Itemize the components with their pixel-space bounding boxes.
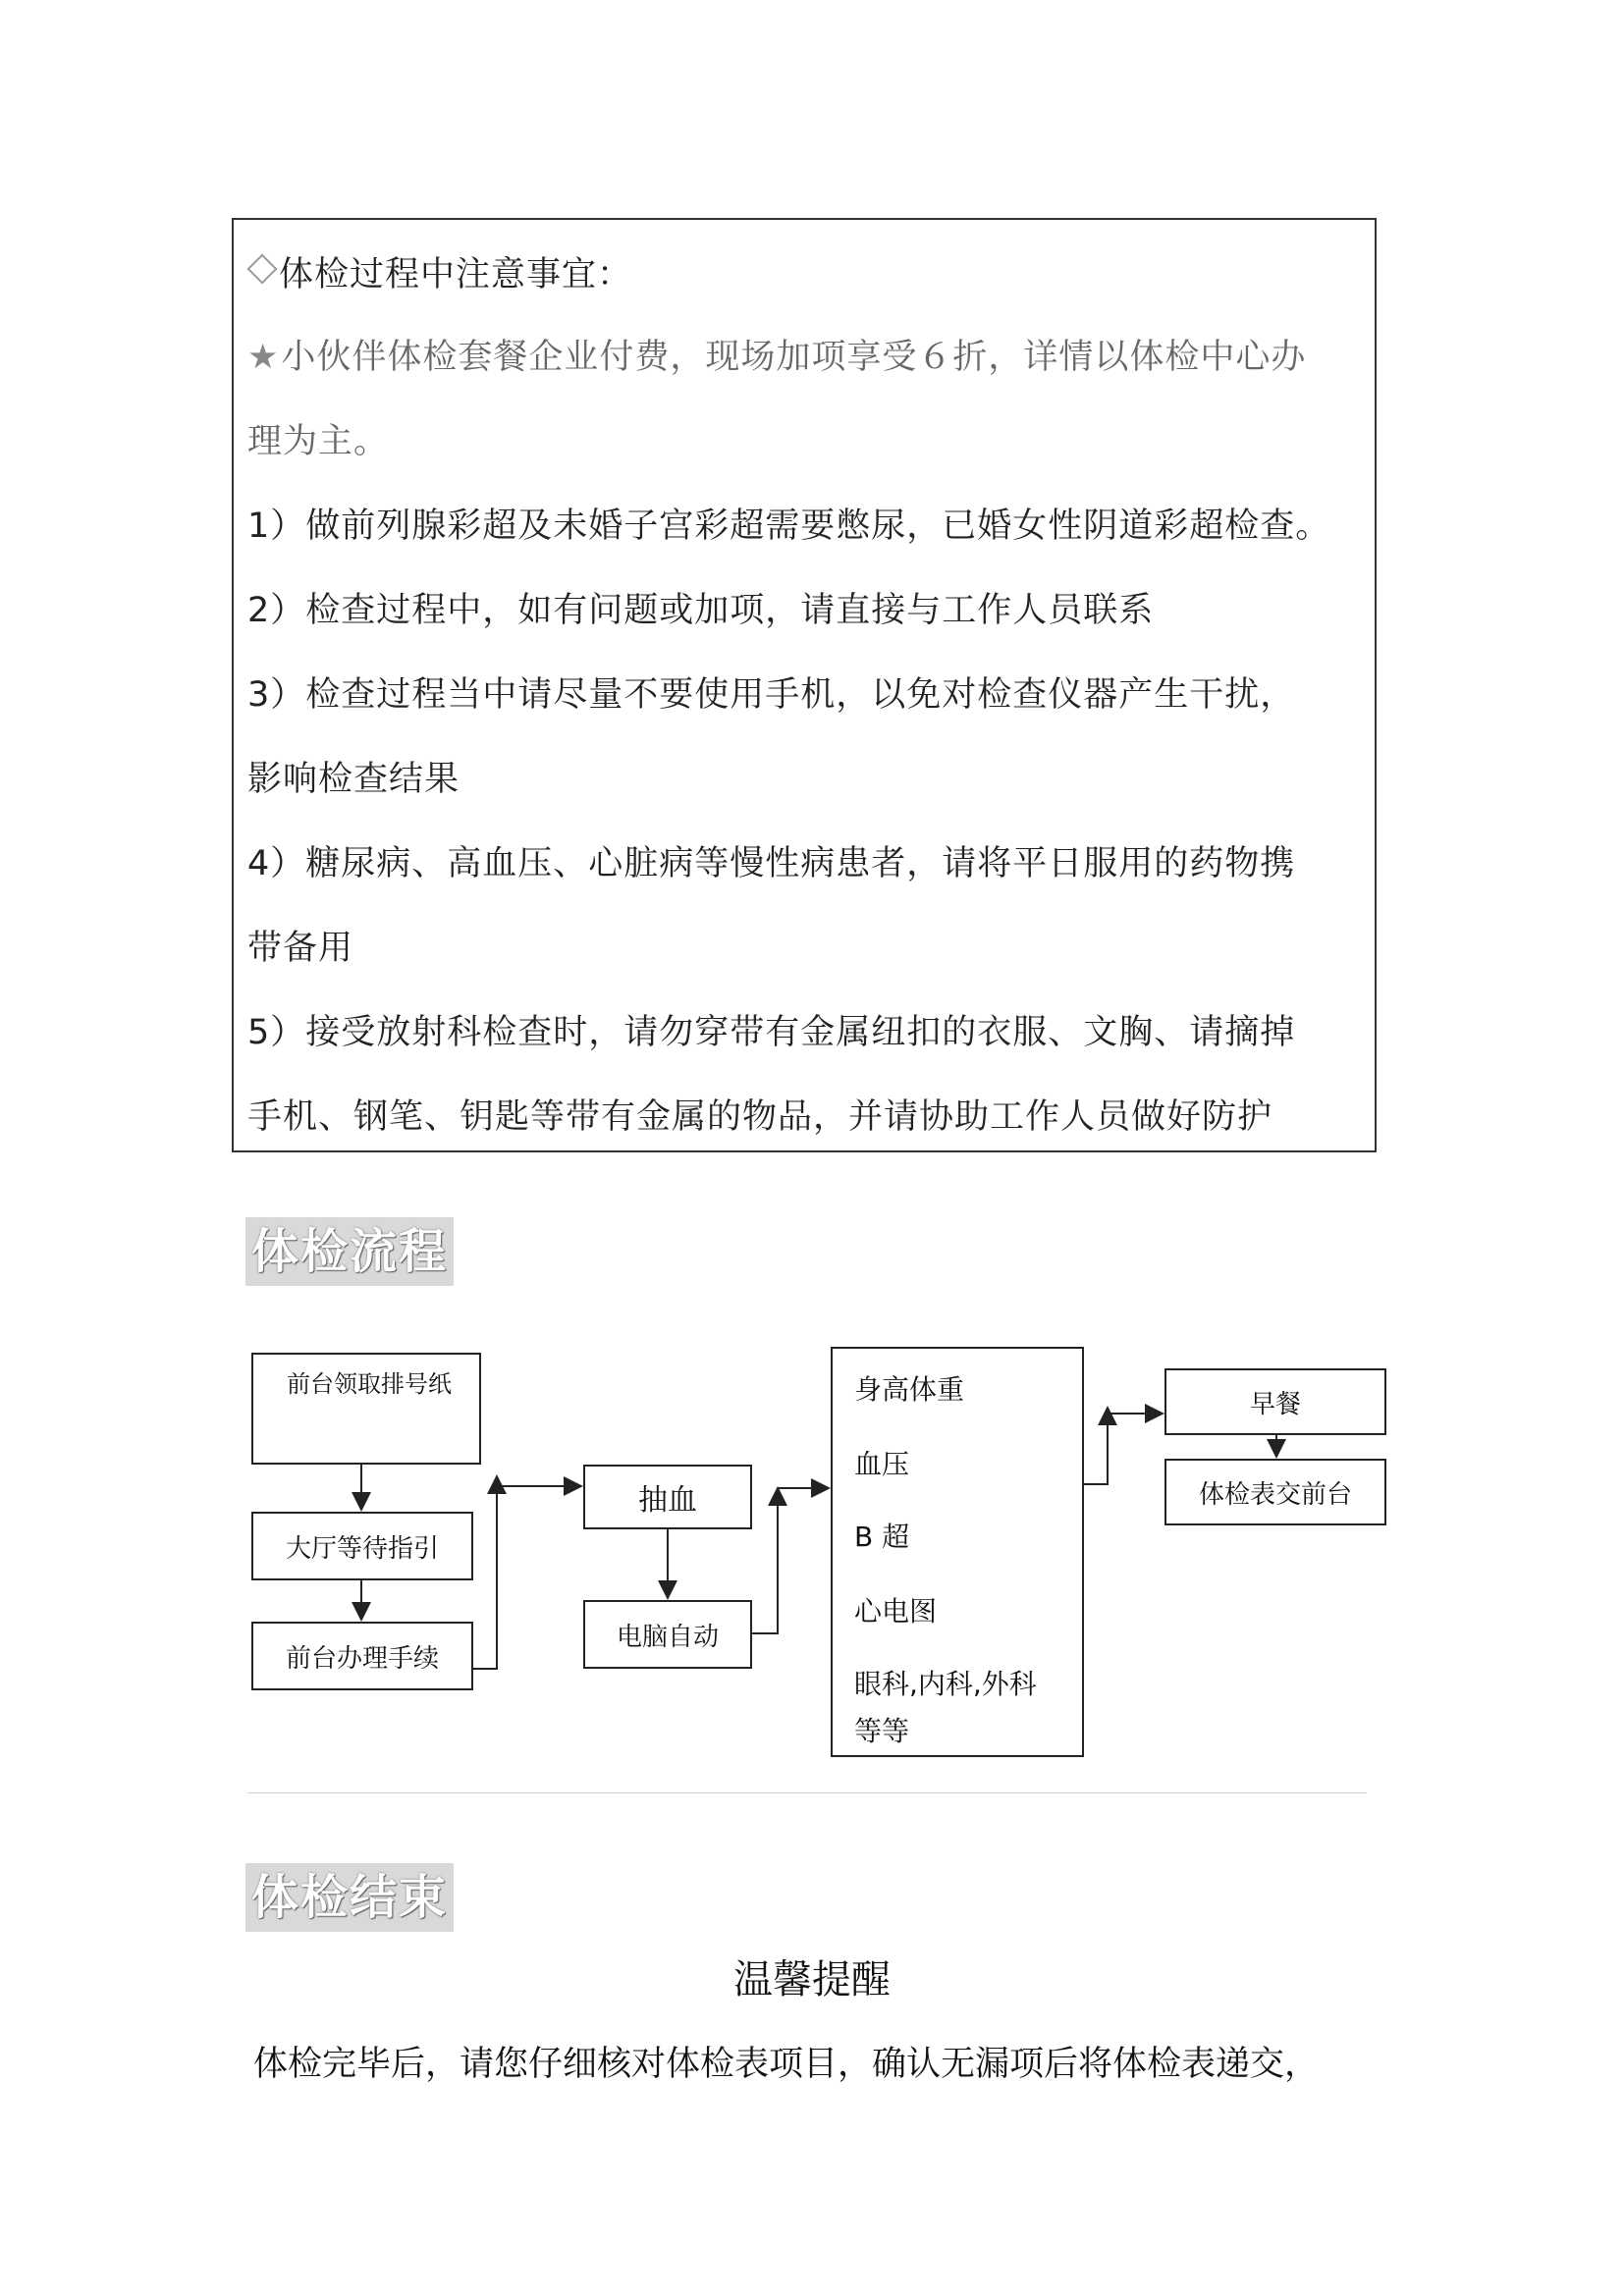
notice-star-text-2: 理为主。 bbox=[247, 422, 390, 461]
notice-item-5-line-1: 5）接受放射科检查时，请勿穿带有金属纽扣的衣服、文胸、请摘掉 bbox=[247, 1013, 1296, 1052]
notice-item-5-line-2: 手机、钢笔、钥匙等带有金属的物品，并请协助工作人员做好防护 bbox=[247, 1097, 1273, 1137]
exam-item: B 超 bbox=[854, 1521, 910, 1553]
notice-item-4-line-1: 4）糖尿病、高血压、心脏病等慢性病患者，请将平日服用的药物携 bbox=[247, 844, 1296, 883]
notice-heading: 体检过程中注意事宜： bbox=[279, 255, 633, 294]
connector-desk-up bbox=[473, 1484, 497, 1669]
flow-front-desk-label: 前台办理手续 bbox=[285, 1643, 439, 1674]
notice-item-2: 2）检查过程中，如有问题或加项，请直接与工作人员联系 bbox=[247, 591, 1155, 630]
reminder-title: 温馨提醒 bbox=[733, 1957, 891, 2002]
flow-blood-label: 抽血 bbox=[638, 1483, 697, 1518]
notice-item-3-line-2: 影响检查结果 bbox=[247, 760, 460, 799]
exam-item: 等等 bbox=[854, 1715, 910, 1747]
notice-star-text-1: 小伙伴体检套餐企业付费，现场加项享受６折，详情以体检中心办 bbox=[281, 338, 1307, 377]
exam-item: 血压 bbox=[854, 1448, 910, 1480]
flow-lobby-wait-label: 大厅等待指引 bbox=[285, 1533, 439, 1564]
notice-item-3-line-1: 3）检查过程当中请尽量不要使用手机，以免对检查仪器产生干扰， bbox=[247, 675, 1296, 715]
connector-exams-up bbox=[1084, 1415, 1108, 1484]
flow-submit-form-label: 体检表交前台 bbox=[1198, 1479, 1352, 1510]
exam-item: 心电图 bbox=[854, 1595, 938, 1628]
process-section-title: 体检流程 bbox=[245, 1217, 454, 1286]
exam-item: 眼科,内科,外科 bbox=[854, 1668, 1037, 1700]
exam-item: 身高体重 bbox=[854, 1373, 965, 1406]
notice-item-4-line-2: 带备用 bbox=[247, 929, 354, 968]
divider bbox=[247, 1792, 1367, 1793]
flow-queue-ticket-label: 前台领取排号纸 bbox=[287, 1370, 452, 1398]
flow-breakfast-label: 早餐 bbox=[1249, 1389, 1301, 1419]
notice-item-1: 1）做前列腺彩超及未婚子宫彩超需要憋尿，已婚女性阴道彩超检查。 bbox=[247, 507, 1331, 546]
flow-computer-label: 电脑自动 bbox=[616, 1622, 719, 1652]
connector-computer-up bbox=[752, 1496, 778, 1633]
star-icon: ★ bbox=[247, 338, 280, 377]
end-section-title: 体检结束 bbox=[245, 1863, 454, 1932]
reminder-text: 体检完毕后，请您仔细核对体检表项目，确认无漏项后将体检表递交， bbox=[253, 2045, 1320, 2084]
